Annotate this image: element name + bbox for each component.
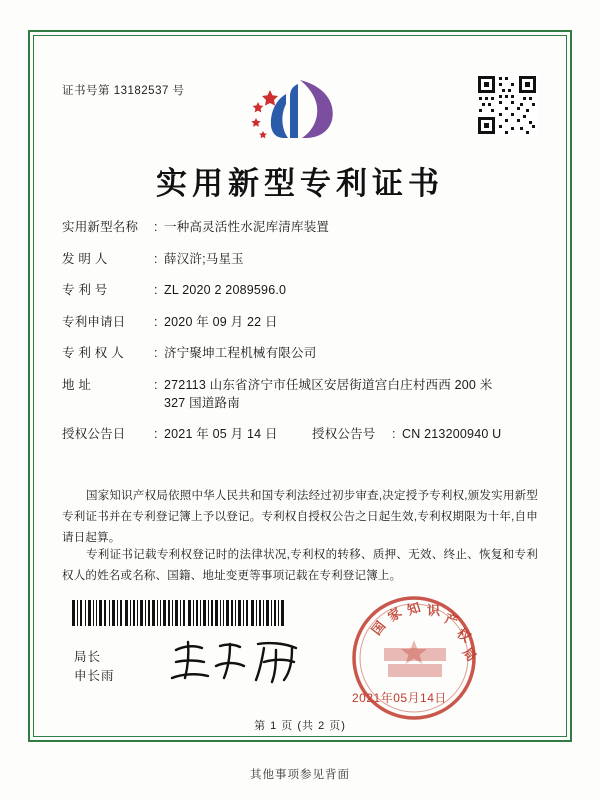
director-title: 局长	[74, 650, 102, 664]
field-value: CN 213200940 U	[402, 427, 502, 441]
document-title: 实用新型专利证书	[156, 166, 444, 202]
svg-text:产: 产	[442, 611, 460, 630]
director-signature	[168, 636, 308, 688]
field-label: 发 明 人	[62, 251, 108, 266]
svg-text:权: 权	[453, 626, 473, 646]
svg-text:识: 识	[427, 604, 441, 619]
field-colon: :	[154, 346, 158, 360]
barcode	[72, 600, 284, 626]
address-line-1: 272113 山东省济宁市任城区安居街道宫白庄村西西 200 米	[164, 377, 493, 392]
field-row-patent-number	[62, 281, 538, 299]
grant-number-group	[312, 425, 538, 443]
field-colon: :	[154, 283, 158, 297]
field-label: 专 利 号	[62, 283, 108, 297]
field-colon: :	[154, 314, 158, 329]
field-value: 一种高灵活性水泥库清库装置	[164, 220, 330, 234]
director-block	[74, 648, 115, 686]
fields-block	[62, 218, 538, 457]
field-value: 济宁聚坤工程机械有限公司	[164, 346, 317, 360]
field-row-utility-model-name	[62, 218, 538, 236]
qr-code	[476, 74, 538, 136]
svg-text:国: 国	[369, 618, 390, 639]
field-value-address	[164, 376, 538, 412]
field-label: 地 址	[62, 377, 92, 392]
director-name: 申长雨	[74, 669, 115, 683]
page-number: 第 1 页 (共 2 页)	[254, 720, 346, 732]
field-row-patentee	[62, 344, 538, 362]
legal-paragraph-2: 专利证书记载专利权登记时的法律状况,专利权的转移、质押、无效、终止、恢复和专利权人的姓名或名称、国籍、地址变更等事项记载在专利登记簿上。	[62, 549, 538, 582]
legal-paragraph-1: 国家知识产权局依照中华人民共和国专利法经过初步审查,决定授予专利权,颁发实用新型专利证书并在专利登记簿上予以登记。专利权自授权公告之日起生效,专利权期限为十年,自申请日起算。	[62, 490, 538, 544]
field-label: 授权公告号	[312, 427, 376, 441]
field-value: 2020 年 09 月 22 日	[164, 314, 278, 329]
svg-text:局: 局	[458, 645, 479, 665]
footer-note: 其他事项参见背面	[250, 769, 350, 781]
svg-text:家: 家	[385, 605, 405, 626]
field-row-address	[62, 376, 538, 412]
field-value: ZL 2020 2 2089596.0	[164, 283, 287, 297]
field-row-grant-announcement	[62, 425, 538, 443]
seal-date: 2021年05月14日	[352, 691, 447, 705]
cnipa-logo-icon	[240, 76, 350, 142]
field-value: 薛汉浒;马星玉	[164, 251, 244, 266]
field-label: 专利申请日	[62, 314, 126, 329]
field-value: 2021 年 05 月 14 日	[164, 427, 278, 441]
field-row-inventors	[62, 250, 538, 268]
field-label: 授权公告日	[62, 427, 126, 441]
field-colon: :	[392, 427, 396, 441]
field-colon: :	[154, 251, 158, 266]
field-colon: :	[154, 220, 158, 234]
field-label: 实用新型名称	[62, 220, 139, 234]
field-row-application-date	[62, 313, 538, 331]
certificate-number: 证书号第 13182537 号	[62, 85, 185, 97]
field-colon: :	[154, 427, 158, 441]
field-colon: :	[154, 377, 158, 392]
field-label: 专 利 权 人	[62, 346, 124, 360]
address-line-2: 327 国道路南	[164, 395, 240, 410]
grant-date-group	[62, 425, 312, 443]
svg-text:知: 知	[405, 600, 423, 619]
